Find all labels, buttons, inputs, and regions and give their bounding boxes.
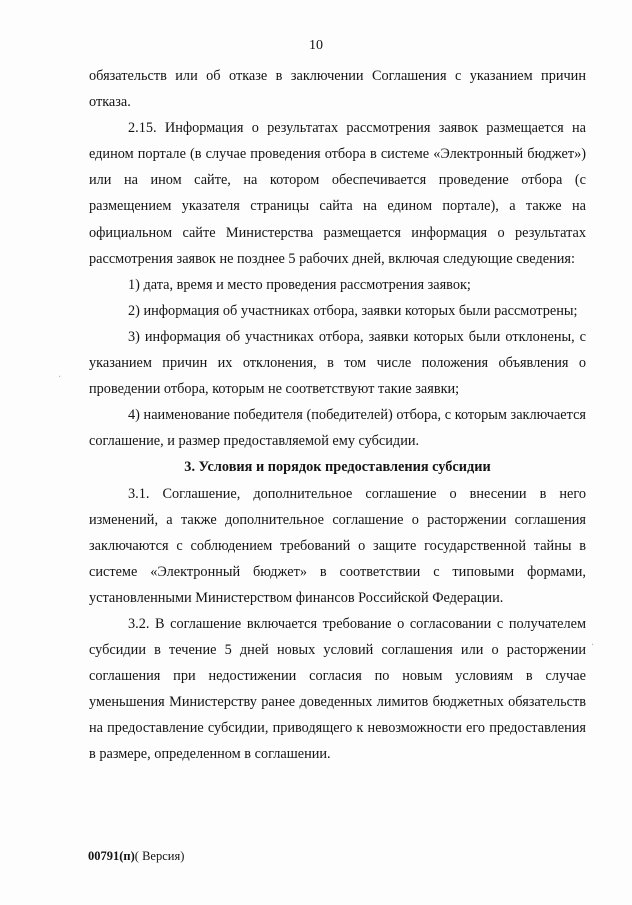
scan-speck: · (58, 372, 62, 383)
document-body (89, 63, 586, 768)
page-number: 10 (309, 38, 323, 53)
paragraph: 1) дата, время и место проведения рассмотрения заявок; (128, 276, 471, 293)
scan-speck: · (591, 640, 595, 651)
section-heading: 3. Условия и порядок предоставления субсидии (184, 459, 491, 476)
paragraph: 2.15. Информация о результатах рассмотрения заявок размещается на едином портале (в случае проведения отбора в системе «Электронный бюджет») или на ином сайте, на котором обеспечивается проведение отбора (с размещением указателя страницы сайта на едином портале), а также на официальном сайте Министерства размещается информация о результатах рассмотрения заявок не позднее 5 рабочих дней, включая следующие сведения: (89, 120, 586, 267)
paragraph: 2) информация об участниках отбора, заявки которых были рассмотрены; (128, 302, 578, 319)
paragraph: 3.1. Соглашение, дополнительное соглашение о внесении в него изменений, а также дополнительное соглашение о расторжении соглашения заключаются с соблюдением требований о защите государственной тайны в системе «Электронный бюджет» в соответствии с типовыми формами, установленными Министерством финансов Российской Федерации. (89, 485, 586, 606)
document-footer (88, 849, 184, 864)
document-code: 00791(п) (88, 849, 135, 863)
paragraph: 3) информация об участниках отбора, заявки которых были отклонены, с указанием причин их отклонения, в том числе положения объявления о проведении отбора, которым не соответствуют такие заявки; (89, 328, 586, 398)
paragraph: 4) наименование победителя (победителей) отбора, с которым заключается соглашение, и размер предоставляемой ему субсидии. (89, 407, 586, 450)
document-version: ( Версия) (134, 849, 185, 863)
paragraph-continuation: обязательств или об отказе в заключении Соглашения с указанием причин отказа. (89, 68, 586, 111)
paragraph: 3.2. В соглашение включается требование о согласовании с получателем субсидии в течение 5 дней новых условий соглашения или о расторжении соглашения при недостижении согласия по новым условиям в случае уменьшения Министерству ранее доведенных лимитов бюджетных обязательств на предоставление субсидии, приводящего к невозможности его предоставления в размере, определенном в соглашении. (89, 615, 586, 763)
